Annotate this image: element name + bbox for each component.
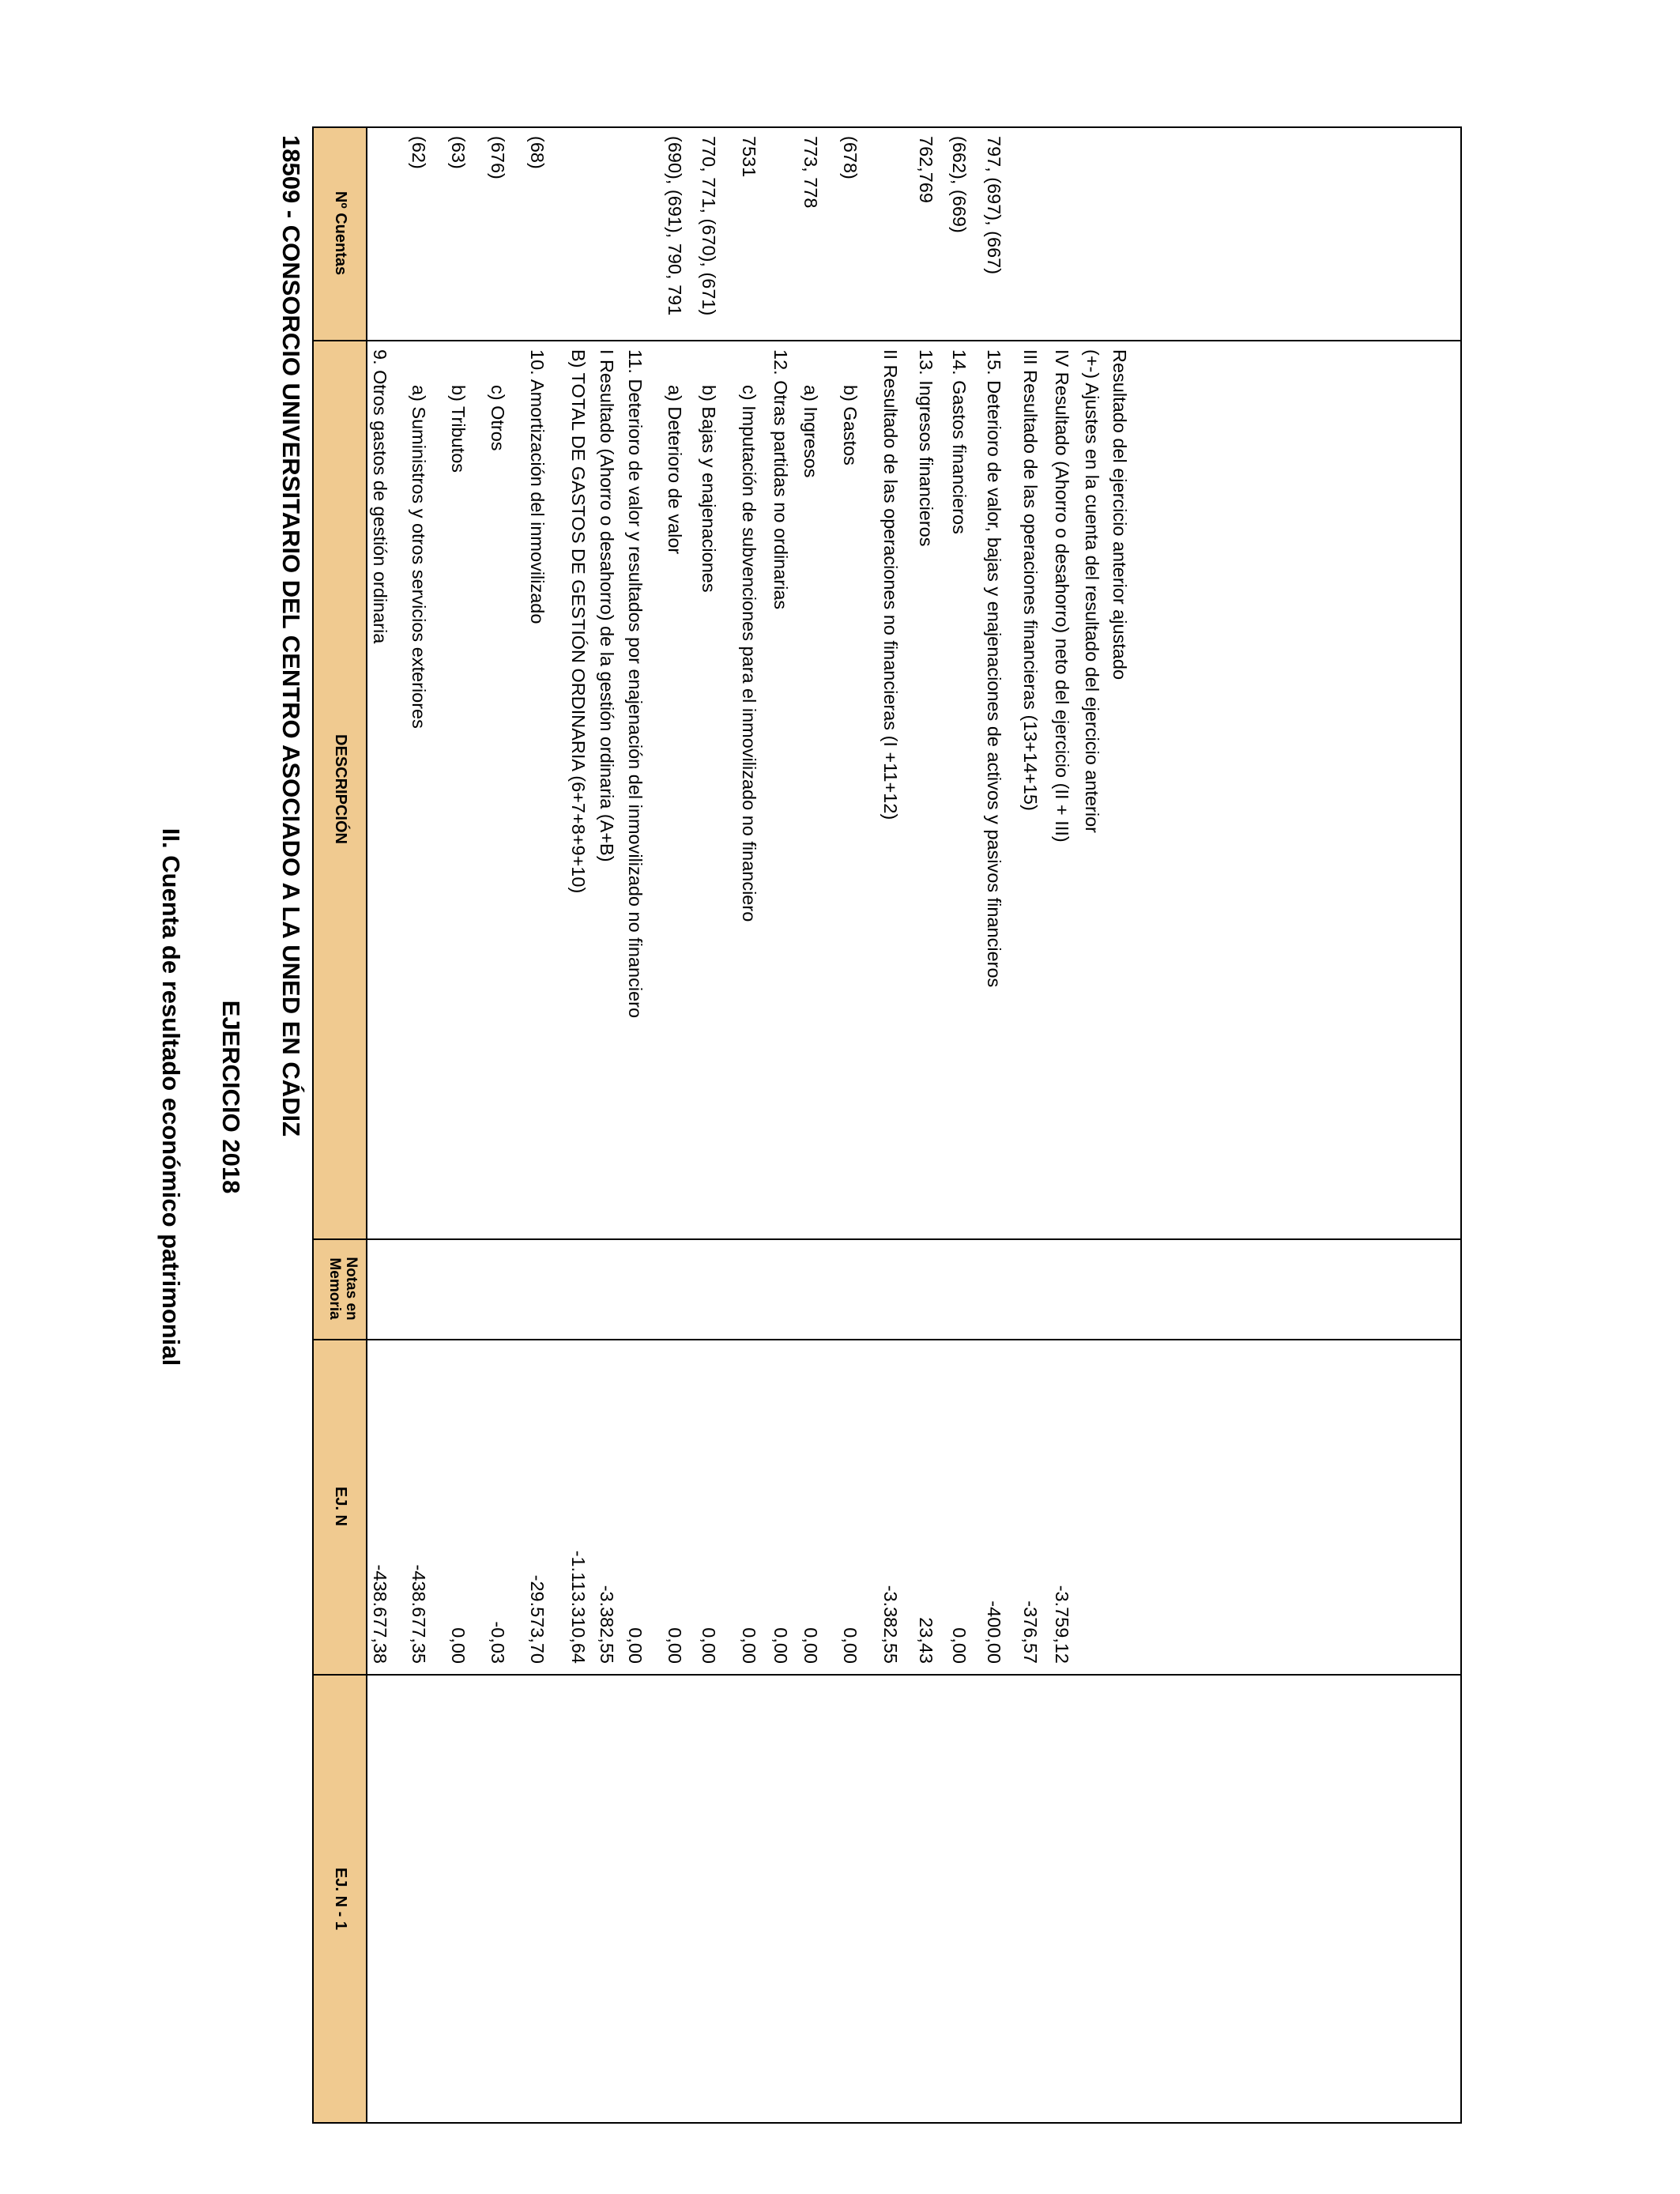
row-ej-n: 0,00 — [840, 1627, 861, 1664]
row-cuentas: (678) — [840, 136, 861, 179]
row-descripcion: (+-) Ajustes en la cuenta del resultado del ejercicio anterior — [1082, 349, 1102, 833]
row-descripcion: a) Suministros y otros servicios exteriores — [409, 385, 429, 729]
row-cuentas: 797, (697), (667) — [984, 136, 1004, 275]
row-ej-n: -3.759,12 — [1052, 1585, 1072, 1664]
row-ej-n: 0,00 — [625, 1627, 646, 1664]
row-ej-n: -400,00 — [984, 1600, 1004, 1664]
row-ej-n: -29.573,70 — [527, 1574, 548, 1664]
header-ej-n1: EJ. N - 1 — [332, 1868, 349, 1930]
row-descripcion: 13. Ingresos financieros — [916, 349, 936, 547]
row-ej-n: -0,03 — [488, 1621, 508, 1664]
header-cuentas: Nº Cuentas — [332, 190, 349, 276]
row-ej-n: -3.382,55 — [597, 1585, 617, 1664]
row-descripcion: b) Bajas y enajenaciones — [699, 385, 719, 593]
row-descripcion: b) Tributos — [448, 385, 469, 473]
col-divider-ej-n — [312, 1674, 1462, 1676]
header-notas — [326, 1238, 360, 1339]
row-descripcion: c) Otros — [488, 385, 508, 451]
header-notas-line2: Memoria — [326, 1257, 343, 1320]
row-cuentas: (662), (669) — [949, 136, 970, 233]
row-descripcion: a) Ingresos — [800, 385, 821, 478]
table-border-bottom — [1460, 126, 1462, 2124]
entity-title: 18509 - CONSORCIO UNIVERSITARIO DEL CENTRO ASOCIADO A LA UNED EN CÁDIZ — [277, 135, 305, 1137]
row-cuentas: 773, 778 — [800, 136, 821, 209]
page-title: II. Cuenta de resultado económico patrimonial — [157, 827, 185, 1367]
row-descripcion: I Resultado (Ahorro o desahorro) de la gestión ordinaria (A+B) — [597, 349, 617, 862]
row-descripcion: IV Resultado (Ahorro o desahorro) neto del ejercicio (II + III) — [1052, 349, 1072, 843]
row-descripcion: b) Gastos — [840, 385, 861, 466]
row-descripcion: 11. Deterioro de valor y resultados por enajenación del inmovilizado no financiero — [625, 349, 646, 1019]
row-descripcion: 9. Otros gastos de gestión ordinaria — [370, 349, 390, 644]
row-ej-n: -3.382,55 — [880, 1585, 901, 1664]
row-cuentas: (63) — [448, 136, 469, 169]
col-divider-descripcion — [312, 1238, 1462, 1240]
table-border-left — [312, 126, 1462, 128]
row-descripcion: 10. Amortización del inmovilizado — [527, 349, 548, 624]
row-ej-n: -376,57 — [1020, 1600, 1041, 1664]
row-ej-n: 0,00 — [448, 1627, 469, 1664]
row-ej-n: 0,00 — [800, 1627, 821, 1664]
row-ej-n: 23,43 — [916, 1617, 936, 1664]
row-descripcion: c) Imputación de subvenciones para el inmovilizado no financiero — [739, 385, 759, 922]
row-descripcion: 14. Gastos financieros — [949, 349, 970, 534]
header-notas-line1: Notas en — [343, 1257, 360, 1321]
row-descripcion: a) Deterioro de valor — [665, 385, 685, 555]
header-ej-n: EJ. N — [332, 1486, 349, 1527]
row-descripcion: B) TOTAL DE GASTOS DE GESTIÓN ORDINARIA (6+7+8+9+10) — [568, 349, 589, 894]
row-cuentas: 7531 — [739, 136, 759, 178]
row-ej-n: -438.677,35 — [409, 1564, 429, 1664]
row-descripcion: 12. Otras partidas no ordinarias — [770, 349, 791, 610]
row-descripcion: III Resultado de las operaciones financieras (13+14+15) — [1020, 349, 1041, 811]
header-descripcion: DESCRIPCIÓN — [332, 734, 349, 844]
results-table — [312, 126, 1462, 2124]
row-ej-n: 0,00 — [665, 1627, 685, 1664]
exercise-title: EJERCICIO 2018 — [217, 1000, 245, 1194]
table-border-top — [312, 126, 314, 2124]
row-cuentas: 762,769 — [916, 136, 936, 203]
row-ej-n: -1.113.310,64 — [568, 1550, 589, 1664]
row-cuentas: (68) — [527, 136, 548, 169]
row-cuentas: 770, 771, (670), (671) — [699, 136, 719, 316]
table-border-right — [312, 2122, 1462, 2124]
row-ej-n: 0,00 — [949, 1627, 970, 1664]
row-ej-n: -438.677,38 — [370, 1564, 390, 1664]
row-cuentas: (62) — [409, 136, 429, 169]
header-divider — [366, 126, 367, 2124]
row-cuentas: (690), (691), 790, 791 — [665, 136, 685, 316]
row-descripcion: 15. Deterioro de valor, bajas y enajenaciones de activos y pasivos financieros — [984, 349, 1004, 988]
row-descripcion: Resultado del ejercicio anterior ajustado — [1109, 349, 1130, 680]
row-ej-n: 0,00 — [739, 1627, 759, 1664]
row-ej-n: 0,00 — [699, 1627, 719, 1664]
row-ej-n: 0,00 — [770, 1627, 791, 1664]
row-cuentas: (676) — [488, 136, 508, 179]
col-divider-notas — [312, 1339, 1462, 1340]
col-divider-cuentas — [312, 340, 1462, 341]
row-descripcion: II Resultado de las operaciones no financieras (I +11+12) — [880, 349, 901, 820]
